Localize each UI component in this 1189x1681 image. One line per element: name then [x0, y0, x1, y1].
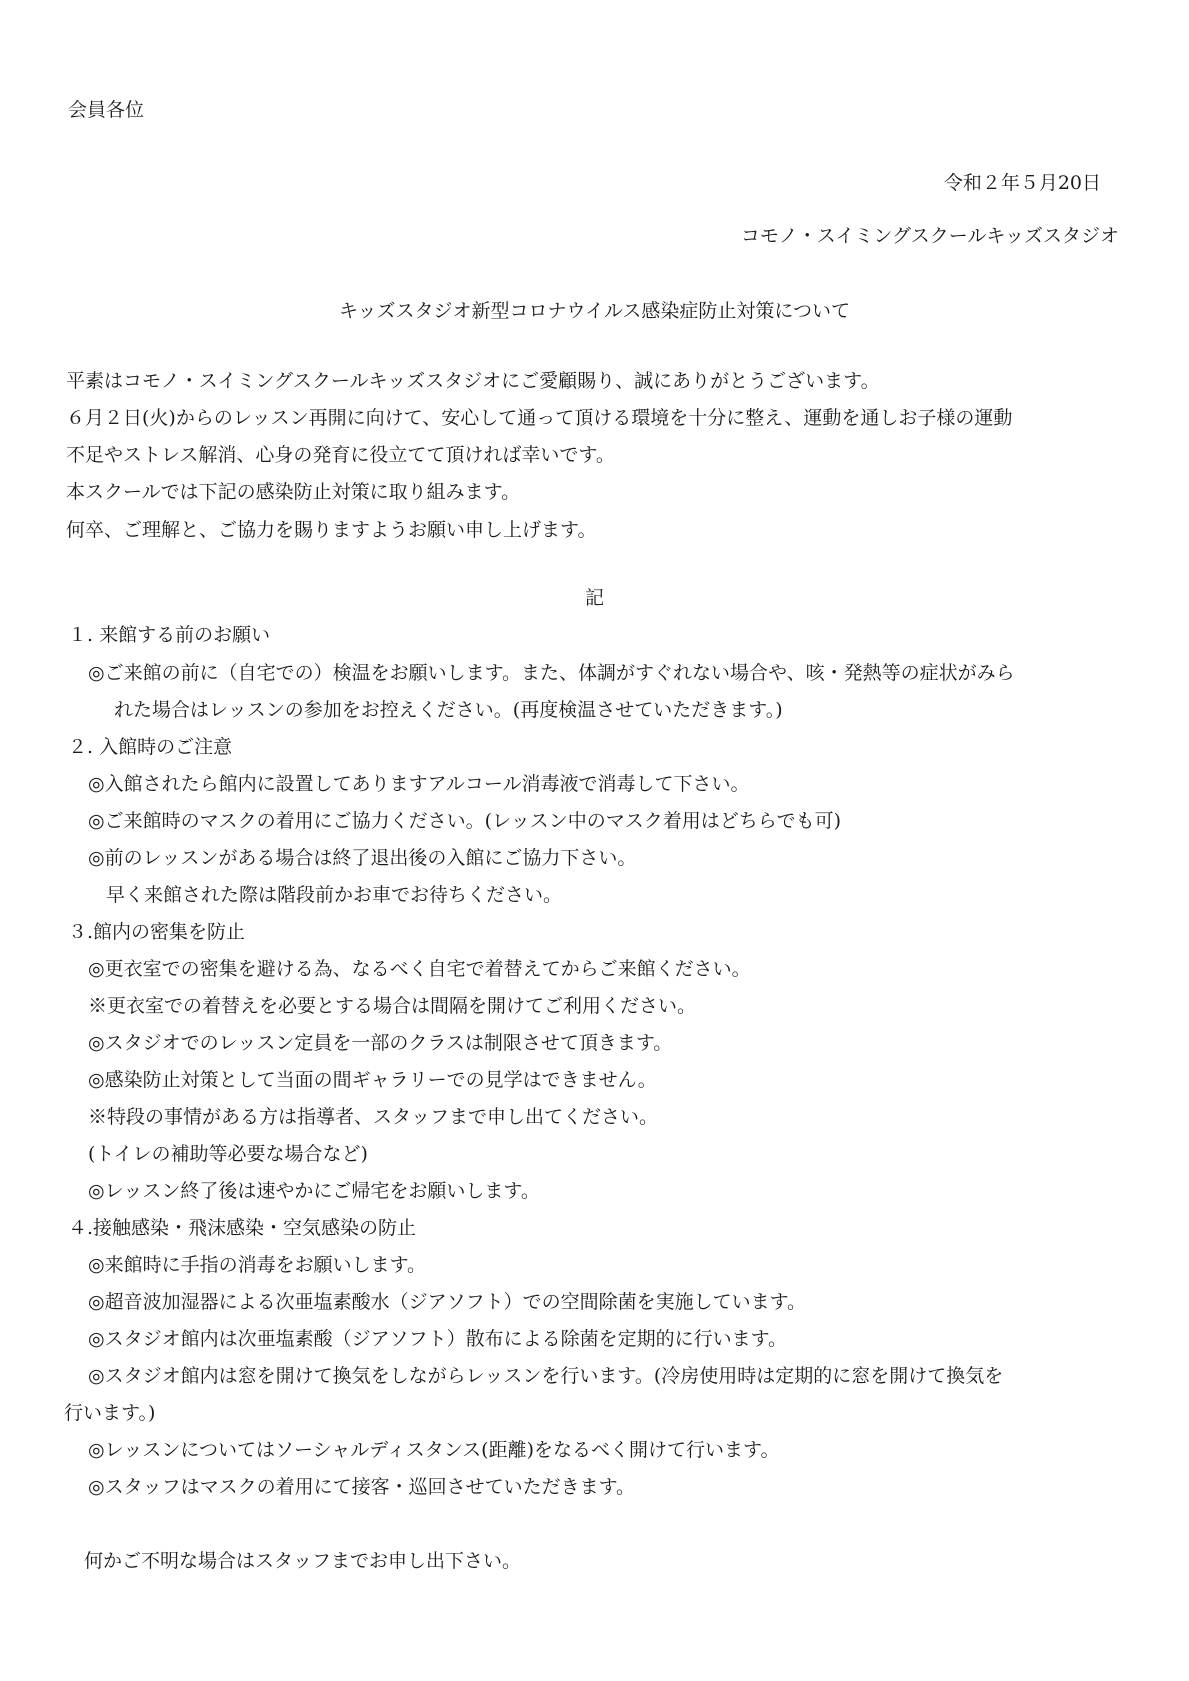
section-item: ◎入館されたら館内に設置してありますアルコール消毒液で消毒して下さい。: [88, 773, 750, 795]
section-item: ◎スタッフはマスクの着用にて接客・巡回させていただきます。: [88, 1476, 636, 1498]
intro-line: ６月２日(火)からのレッスン再開に向けて、安心して通って頂ける環境を十分に整え、運動を通しお子様の運動: [66, 407, 1013, 429]
section-item: ◎超音波加湿器による次亜塩素酸水（ジアソフト）での空間除菌を実施しています。: [88, 1291, 807, 1313]
intro-line: 本スクールでは下記の感染防止対策に取り組みます。: [66, 481, 521, 503]
section-item: ◎スタジオでのレッスン定員を一部のクラスは制限させて頂きます。: [88, 1032, 673, 1054]
intro-line: 何卒、ご理解と、ご協力を賜りますようお願い申し上げます。: [66, 519, 597, 541]
addressee: 会員各位: [68, 99, 145, 121]
section-item: ◎レッスン終了後は速やかにご帰宅をお願いします。: [88, 1180, 540, 1202]
section-heading: ３.館内の密集を防止: [68, 921, 246, 943]
intro-line: 不足やストレス解消、心身の発育に役立てて頂ければ幸いです。: [66, 444, 615, 466]
section-item: 行います。): [64, 1402, 156, 1424]
closing-note: 何かご不明な場合はスタッフまでお申し出下さい。: [84, 1550, 522, 1572]
section-item: ※特段の事情がある方は指導者、スタッフまで申し出てください。: [88, 1106, 659, 1128]
section-item: ◎感染防止対策として当面の間ギャラリーでの見学はできません。: [88, 1069, 657, 1091]
section-item: ◎前のレッスンがある場合は終了退出後の入館にご協力下さい。: [88, 847, 637, 869]
section-item: ◎更衣室での密集を避ける為、なるべく自宅で着替えてからご来館ください。: [88, 958, 751, 980]
section-item: 早く来館された際は階段前かお車でお待ちください。: [106, 884, 563, 906]
section-heading: ４.接触感染・飛沫感染・空気感染の防止: [68, 1217, 417, 1239]
section-item: ◎ご来館の前に（自宅での）検温をお願いします。また、体調がすぐれない場合や、咳・発熱等の症状がみら: [88, 662, 1015, 684]
section-item: ※更衣室での着替えを必要とする場合は間隔を開けてご利用ください。: [88, 995, 697, 1017]
sender: コモノ・スイミングスクールキッズスタジオ: [740, 225, 1119, 247]
section-item: ◎レッスンについてはソーシャルディスタンス(距離)をなるべく開けて行います。: [88, 1439, 780, 1461]
ki-heading: 記: [584, 587, 604, 609]
section-heading: ２. 入館時のご注意: [68, 736, 233, 758]
section-item: ◎来館時に手指の消毒をお願いします。: [88, 1254, 427, 1276]
section-item: ◎スタジオ館内は次亜塩素酸（ジアソフト）散布による除菌を定期的に行います。: [88, 1328, 788, 1350]
document-title: キッズスタジオ新型コロナウイルス感染症防止対策について: [338, 300, 851, 322]
section-item: ◎ご来館時のマスクの着用にご協力ください。(レッスン中のマスク着用はどちらでも可): [88, 810, 842, 832]
section-item: れた場合はレッスンの参加をお控えください。(再度検温させていただきます。): [114, 699, 783, 721]
section-heading: １. 来館する前のお願い: [68, 624, 271, 646]
section-item: ◎スタジオ館内は窓を開けて換気をしながらレッスンを行います。(冷房使用時は定期的に窓を開けて換気を: [88, 1365, 1004, 1387]
document-date: 令和２年５月20日: [943, 172, 1101, 194]
intro-line: 平素はコモノ・スイミングスクールキッズスタジオにご愛顧賜り、誠にありがとうございます。: [66, 370, 880, 392]
section-item: (トイレの補助等必要な場合など): [88, 1143, 368, 1165]
